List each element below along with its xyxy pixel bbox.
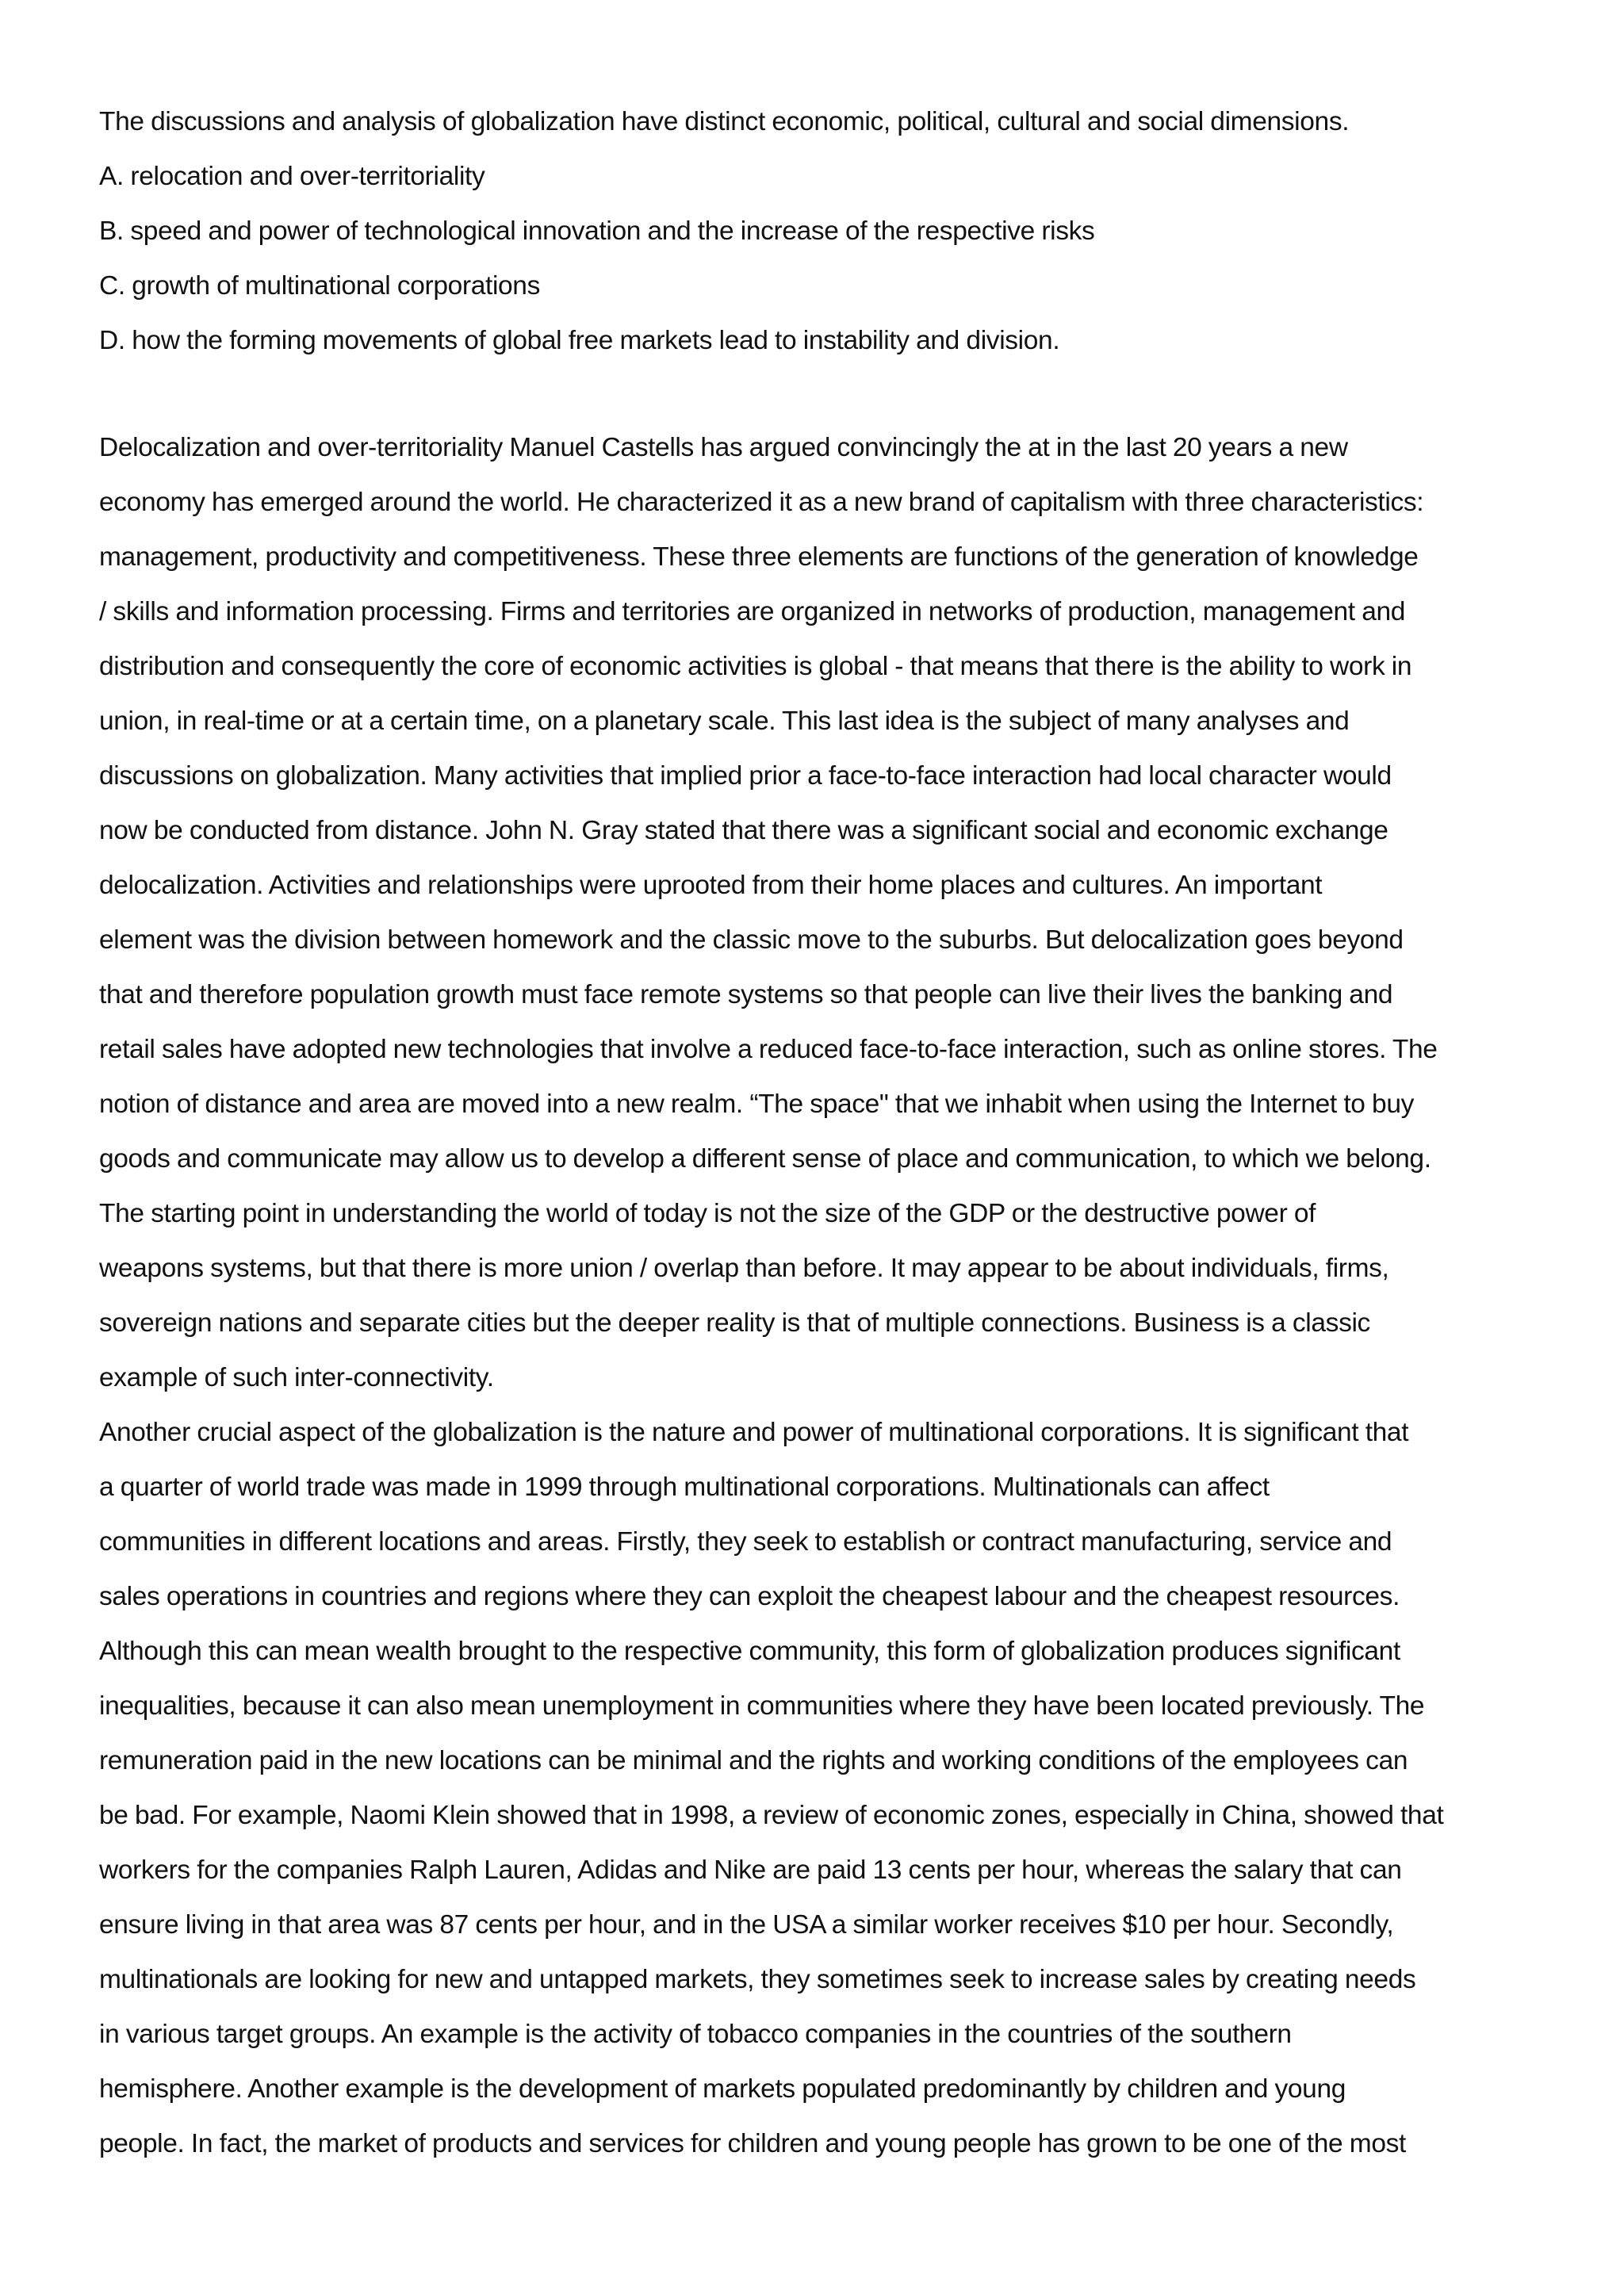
paragraph-line: now be conducted from distance. John N. Gray stated that there was a significant social and economic exchange <box>99 816 1388 845</box>
paragraph-line: distribution and consequently the core of economic activities is global - that means that there is the ability to work in <box>99 652 1412 681</box>
paragraph-line: remuneration paid in the new locations can be minimal and the rights and working conditions of the employees can <box>99 1746 1408 1775</box>
paragraph-line: The starting point in understanding the world of today is not the size of the GDP or the destructive power of <box>99 1199 1316 1228</box>
delocalization-paragraph <box>99 420 1534 1405</box>
paragraph-line: inequalities, because it can also mean unemployment in communities where they have been located previously. The <box>99 1691 1425 1721</box>
paragraph-line: Although this can mean wealth brought to the respective community, this form of globalization produces significant <box>99 1637 1400 1666</box>
paragraph-line: economy has emerged around the world. He characterized it as a new brand of capitalism with three characteristics: <box>99 488 1424 517</box>
paragraph-line: discussions on globalization. Many activities that implied prior a face-to-face interaction had local character would <box>99 761 1392 791</box>
paragraph-line: sales operations in countries and regions where they can exploit the cheapest labour and the cheapest resources. <box>99 1582 1400 1611</box>
paragraph-line: multinationals are looking for new and untapped markets, they sometimes seek to increase sales by creating needs <box>99 1965 1416 1994</box>
paragraph-line: people. In fact, the market of products and services for children and young people has grown to be one of the most <box>99 2129 1406 2158</box>
paragraph-line: a quarter of world trade was made in 1999 through multinational corporations. Multinationals can affect <box>99 1473 1270 1502</box>
paragraph-line: / skills and information processing. Firms and territories are organized in networks of production, management and <box>99 597 1406 626</box>
paragraph-line: management, productivity and competitiveness. These three elements are functions of the generation of knowledge <box>99 542 1419 572</box>
paragraph-line: ensure living in that area was 87 cents per hour, and in the USA a similar worker receives $10 per hour. Secondly, <box>99 1910 1394 1940</box>
paragraph-line: union, in real-time or at a certain time, on a planetary scale. This last idea is the subject of many analyses and <box>99 707 1350 736</box>
paragraph-line: delocalization. Activities and relationships were uprooted from their home places and cultures. An important <box>99 871 1323 900</box>
paragraph-line: workers for the companies Ralph Lauren, Adidas and Nike are paid 13 cents per hour, whereas the salary that can <box>99 1855 1402 1885</box>
paragraph-line: goods and communicate may allow us to develop a different sense of place and communication, to which we belong. <box>99 1144 1431 1174</box>
paragraph-line: sovereign nations and separate cities but the deeper reality is that of multiple connections. Business is a classic <box>99 1308 1370 1338</box>
paragraph-line: notion of distance and area are moved into a new realm. “The space" that we inhabit when using the Internet to buy <box>99 1090 1415 1119</box>
paragraph-line: Another crucial aspect of the globalization is the nature and power of multinational corporations. It is significant that <box>99 1418 1409 1447</box>
paragraph-line: weapons systems, but that there is more union / overlap than before. It may appear to be about individuals, firms, <box>99 1254 1389 1283</box>
option-c: C. growth of multinational corporations <box>99 271 540 301</box>
paragraph-line: retail sales have adopted new technologies that involve a reduced face-to-face interaction, such as online stores. The <box>99 1035 1438 1064</box>
document-page <box>99 94 1534 2171</box>
intro-block <box>99 94 1534 368</box>
paragraph-line: element was the division between homework and the classic move to the suburbs. But delocalization goes beyond <box>99 925 1404 955</box>
paragraph-line: hemisphere. Another example is the development of markets populated predominantly by children and young <box>99 2074 1346 2104</box>
paragraph-line: example of such inter-connectivity. <box>99 1363 494 1392</box>
paragraph-line: Delocalization and over-territoriality Manuel Castells has argued convincingly the at in the last 20 years a new <box>99 433 1348 462</box>
option-d: D. how the forming movements of global free markets lead to instability and division. <box>99 326 1060 355</box>
intro-lead: The discussions and analysis of globalization have distinct economic, political, cultural and social dimensions. <box>99 107 1350 136</box>
paragraph-line: be bad. For example, Naomi Klein showed that in 1998, a review of economic zones, especially in China, showed that <box>99 1801 1444 1830</box>
option-a: A. relocation and over-territoriality <box>99 162 485 191</box>
paragraph-line: that and therefore population growth must face remote systems so that people can live their lives the banking and <box>99 980 1393 1009</box>
paragraph-spacer <box>99 368 1534 420</box>
paragraph-line: in various target groups. An example is the activity of tobacco companies in the countries of the southern <box>99 2020 1292 2049</box>
option-b: B. speed and power of technological innovation and the increase of the respective risks <box>99 216 1095 246</box>
paragraph-line: communities in different locations and areas. Firstly, they seek to establish or contract manufacturing, service and <box>99 1527 1392 1557</box>
multinationals-paragraph <box>99 1405 1534 2171</box>
